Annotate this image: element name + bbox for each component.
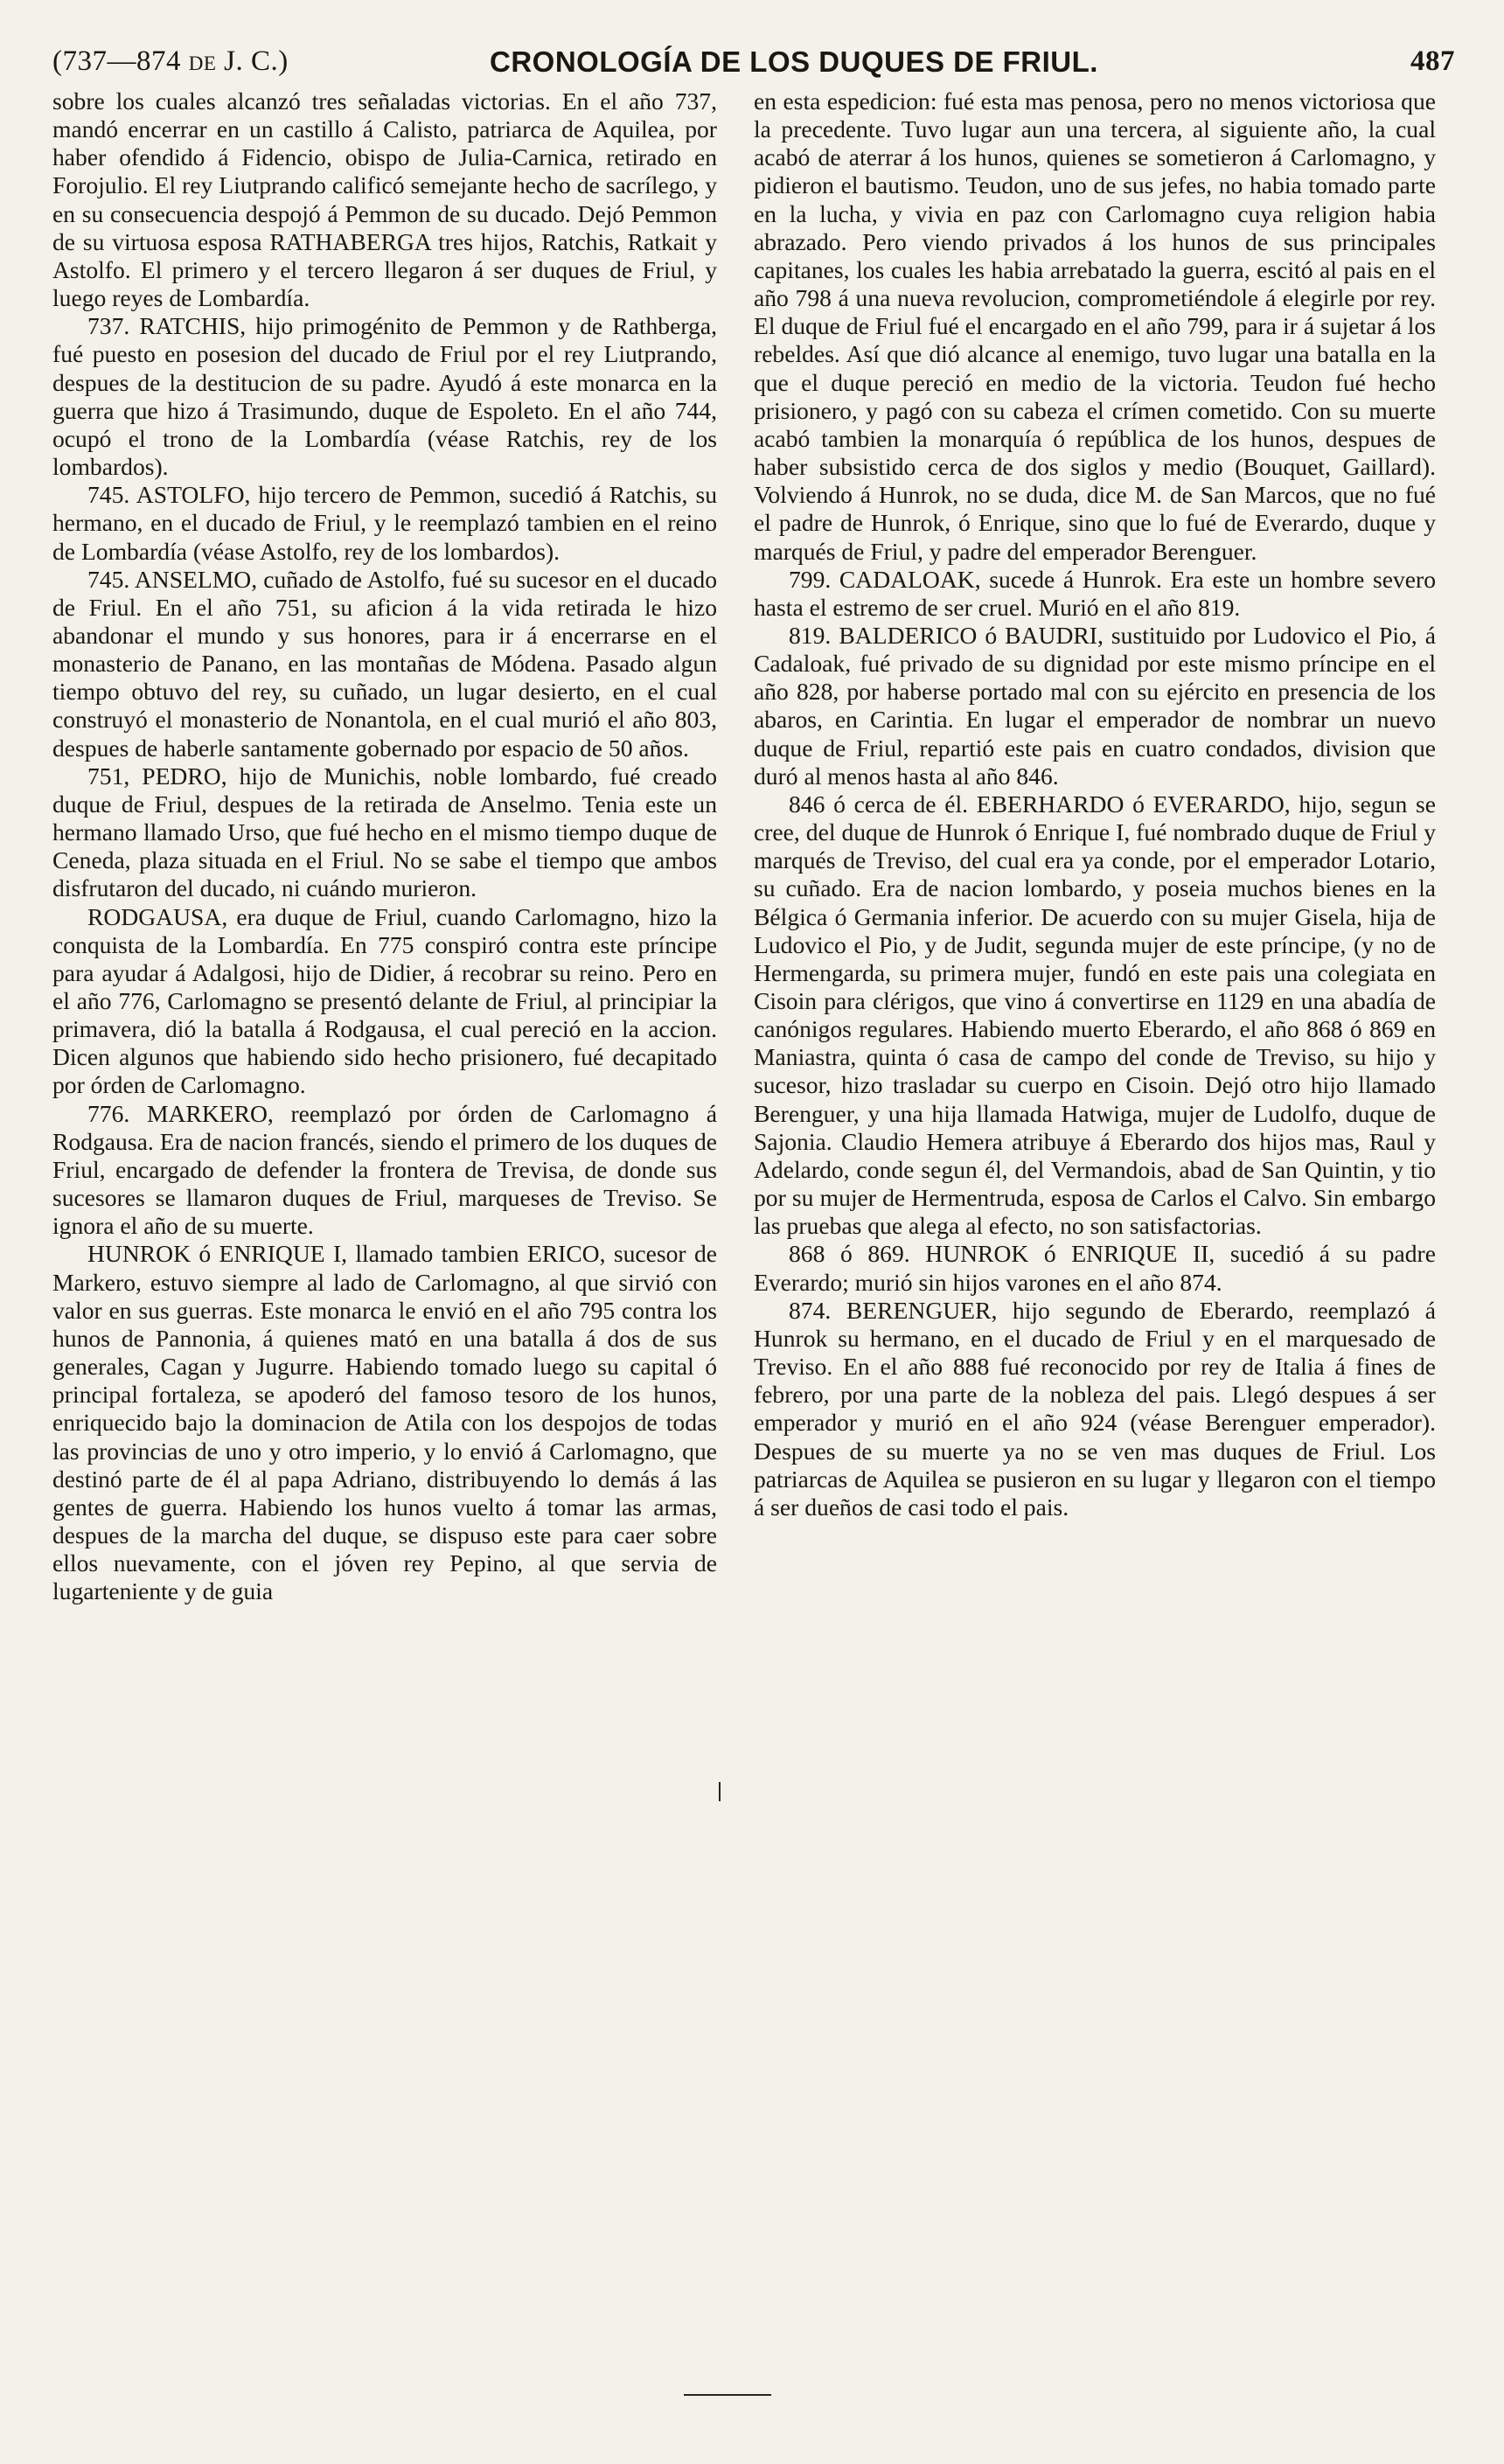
running-header xyxy=(52,45,1455,86)
right-column xyxy=(754,87,1436,1521)
paragraph: 868 ó 869. HUNROK ó ENRIQUE II, sucedió á su padre Everardo; murió sin hijos varones en el año 874. xyxy=(754,1240,1436,1296)
header-date-range: (737—874 de J. C.) xyxy=(52,45,289,77)
paragraph: 745. ASTOLFO, hijo tercero de Pemmon, sucedió á Ratchis, su hermano, en el ducado de Friul, y le reemplazó tambien en el reino de Lombardía (véase Astolfo, rey de los lombardos). xyxy=(52,481,717,565)
paragraph: 846 ó cerca de él. EBERHARDO ó EVERARDO, hijo, segun se cree, del duque de Hunrok ó Enrique I, fué nombrado duque de Friul y marqués de Treviso, del cual era ya conde, por el emperador Lotario, su cuñado. Era de nacion lombardo, y poseia muchos bienes en la Bélgica ó Germania inferior. De acuerdo con su mujer Gisela, hija de Ludovico el Pio, y de Judit, segunda mujer de este príncipe, (y no de Hermengarda, su primera mujer, fundó en este pais una colegiata en Cisoin para clérigos, que vino á convertirse en 1129 en una abadía de canónigos regulares. Habiendo muerto Eberardo, el año 868 ó 869 en Maniastra, quinta ó casa de campo del conde de Treviso, su hijo y sucesor, hizo trasladar su cuerpo en Cisoin. Dejó otro hijo llamado Berenguer, y una hija llamada Hatwiga, mujer de Ludolfo, duque de Sajonia. Claudio Hemera atribuye á Eberardo dos hijos mas, Raul y Adelardo, conde segun él, del Vermandois, abad de San Quintin, y tio por su mujer de Hermentruda, esposa de Carlos el Calvo. Sin embargo las pruebas que alega al efecto, no son satisfactorias. xyxy=(754,790,1436,1240)
paragraph: 776. MARKERO, reemplazó por órden de Carlomagno á Rodgausa. Era de nacion francés, siendo el primero de los duques de Friul, encargado de defender la frontera de Trevisa, de donde sus sucesores se llamaron duques de Friul, marqueses de Treviso. Se ignora el año de su muerte. xyxy=(52,1099,717,1240)
paragraph: 751, PEDRO, hijo de Munichis, noble lombardo, fué creado duque de Friul, despues de la retirada de Anselmo. Tenia este un hermano llamado Urso, que fué hecho en el mismo tiempo duque de Ceneda, plaza situada en el Friul. No se sabe el tiempo que ambos disfrutaron del ducado, ni cuándo murieron. xyxy=(52,762,717,902)
paragraph: RODGAUSA, era duque de Friul, cuando Carlomagno, hizo la conquista de la Lombardía. En 775 conspiró contra este príncipe para ayudar á Adalgosi, hijo de Didier, á recobrar su reino. Pero en el año 776, Carlomagno se presentó delante de Friul, al principiar la primavera, dió la batalla á Rodgausa, el cual pereció en la accion. Dicen algunos que habiendo sido hecho prisionero, fué decapitado por órden de Carlomagno. xyxy=(52,902,717,1099)
paragraph: 737. RATCHIS, hijo primogénito de Pemmon y de Rathberga, fué puesto en posesion del ducado de Friul por el rey Liutprando, despues de la destitucion de su padre. Ayudó á este monarca en la guerra que hizo á Trasimundo, duque de Espoleto. En el año 744, ocupó el trono de la Lombardía (véase Ratchis, rey de los lombardos). xyxy=(52,312,717,481)
left-column xyxy=(52,87,717,1605)
paragraph: 819. BALDERICO ó BAUDRI, sustituido por Ludovico el Pio, á Cadaloak, fué privado de su dignidad por este mismo príncipe en el año 828, por haberse portado mal con su ejército en presencia de los abaros, en Carintia. En lugar el emperador de nombrar un nuevo duque de Friul, repartió este pais en cuatro condados, division que duró al menos hasta al año 846. xyxy=(754,621,1436,790)
column-divider xyxy=(719,1782,721,1801)
paragraph: sobre los cuales alcanzó tres señaladas victorias. En el año 737, mandó encerrar en un castillo á Calisto, patriarca de Aquilea, por haber ofendido á Fidencio, obispo de Julia-Carnica, retirado en Forojulio. El rey Liutprando calificó semejante hecho de sacrílego, y en su consecuencia despojó á Pemmon de su ducado. Dejó Pemmon de su virtuosa esposa RATHABERGA tres hijos, Ratchis, Ratkait y Astolfo. El primero y el tercero llegaron á ser duques de Friul, y luego reyes de Lombardía. xyxy=(52,87,717,312)
page-title: CRONOLOGÍA DE LOS DUQUES DE FRIUL. xyxy=(490,45,1098,78)
paragraph: HUNROK ó ENRIQUE I, llamado tambien ERICO, sucesor de Markero, estuvo siempre al lado de Carlomagno, al que sirvió con valor en sus guerras. Este monarca le envió en el año 795 contra los hunos de Pannonia, á quienes mató en una batalla á dos de sus generales, Cagan y Jugurre. Habiendo tomado luego su capital ó principal fortaleza, se apoderó del famoso tesoro de los hunos, enriquecido bajo la dominacion de Atila con los despojos de todas las provincias de uno y otro imperio, y lo envió á Carlomagno, que destinó parte de él al papa Adriano, distribuyendo lo demás á las gentes de guerra. Habiendo los hunos vuelto á tomar las armas, despues de la marcha del duque, se dispuso este para caer sobre ellos nuevamente, con el jóven rey Pepino, al que servia de lugarteniente y de guia xyxy=(52,1240,717,1605)
paragraph: 799. CADALOAK, sucede á Hunrok. Era este un hombre severo hasta el estremo de ser cruel. Murió en el año 819. xyxy=(754,565,1436,621)
paragraph: 874. BERENGUER, hijo segundo de Eberardo, reemplazó á Hunrok su hermano, en el ducado de Friul y en el marquesado de Treviso. En el año 888 fué reconocido por rey de Italia á fines de febrero, por una parte de la nobleza del pais. Llegó despues á ser emperador y murió en el año 924 (véase Berenguer emperador). Despues de su muerte ya no se ven mas duques de Friul. Los patriarcas de Aquilea se pusieron en su lugar y llegaron con el tiempo á ser dueños de casi todo el pais. xyxy=(754,1296,1436,1521)
paragraph: en esta espedicion: fué esta mas penosa, pero no menos victoriosa que la precedente. Tuvo lugar aun una tercera, al siguiente año, la cual acabó de aterrar á los hunos, quienes se sometieron á Carlomagno, y pidieron el bautismo. Teudon, uno de sus jefes, no habia tomado parte en la lucha, y vivia en paz con Carlomagno cuya religion habia abrazado. Pero viendo privados á los hunos de sus principales capitanes, los cuales les habia arrebatado la guerra, escitó al pais en el año 798 á una nueva revolucion, comprometiéndole á elegirle por rey. El duque de Friul fué el encargado en el año 799, para ir á sujetar á los rebeldes. Así que dió alcance al enemigo, tuvo lugar una batalla en la que el duque pereció en medio de la victoria. Teudon fué hecho prisionero, y pagó con su cabeza el crímen cometido. Con su muerte acabó tambien la monarquía ó república de los hunos, despues de haber subsistido cerca de dos siglos y medio (Bouquet, Gaillard). Volviendo á Hunrok, no se duda, dice M. de San Marcos, que no fué el padre de Hunrok, ó Enrique, sino que lo fué de Everardo, duque y marqués de Friul, y padre del emperador Berenguer. xyxy=(754,87,1436,565)
page-number: 487 xyxy=(1410,45,1455,77)
paragraph: 745. ANSELMO, cuñado de Astolfo, fué su sucesor en el ducado de Friul. En el año 751, su aficion á la vida retirada le hizo abandonar el mundo y sus honores, para ir á encerrarse en el monasterio de Panano, en las montañas de Módena. Pasado algun tiempo obtuvo del rey, su cuñado, un lugar desierto, en el cual construyó el monasterio de Nonantola, en el cual murió el año 803, despues de haberle santamente gobernado por espacio de 50 años. xyxy=(52,565,717,762)
footer-rule xyxy=(684,2394,771,2396)
